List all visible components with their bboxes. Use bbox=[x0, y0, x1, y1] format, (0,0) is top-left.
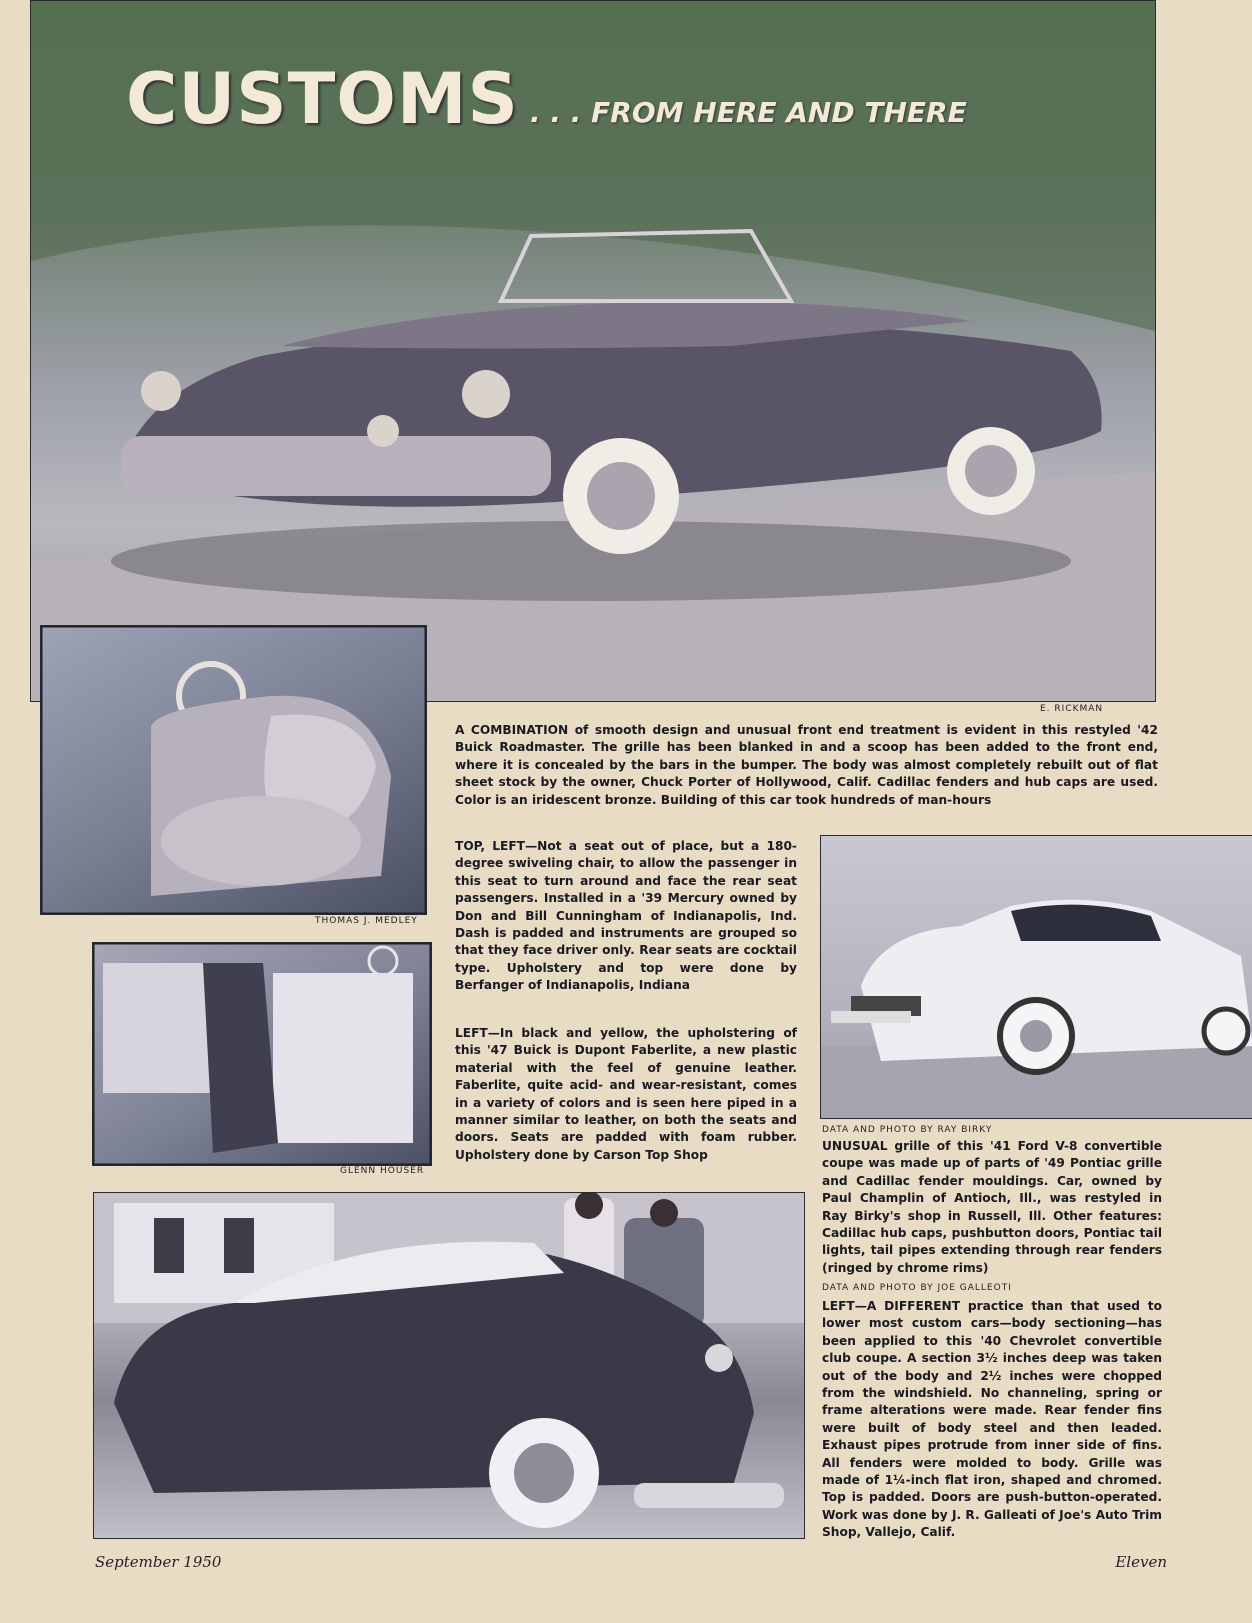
interior-top-photo-credit: THOMAS J. MEDLEY bbox=[315, 916, 418, 926]
mercury-caption-body: Not a seat out of place, but a 180-degree swiveling chair, to allow the passenger in this seat to turn around and face the rear seat passengers. Installed in a '39 Mercury owned by Don and Bill Cunningham of Indianapolis, Ind. Dash is padded and instruments are grouped so that they face driver only. Rear seats are cocktail type. Upholstery and top were done by Berfanger of Indianapolis, Indiana bbox=[455, 839, 797, 993]
buick-caption bbox=[455, 722, 1158, 809]
buick-caption-lead: A COMBINATION bbox=[455, 723, 569, 737]
footer-date: September 1950 bbox=[95, 1553, 222, 1571]
upholstery-illustration bbox=[93, 943, 431, 1165]
buick47-caption-lead: LEFT— bbox=[455, 1026, 500, 1040]
chevrolet-photo-credit: DATA AND PHOTO BY JOE GALLEOTI bbox=[822, 1283, 1012, 1293]
hero-photo-credit: E. RICKMAN bbox=[1040, 704, 1104, 714]
page-title: CUSTOMS bbox=[126, 58, 519, 140]
buick47-caption-body: In black and yellow, the upholstering of this '47 Buick is Dupont Faberlite, a new plastic material with the feel of genuine leather. Faberlite, quite acid- and wear-resistant, comes in a variety of colors and is seen here piped in a manner similar to leather, on both the seats and doors. Seats are padded with foam rubber. Upholstery done by Carson Top Shop bbox=[455, 1026, 797, 1162]
mercury-caption-lead: TOP, LEFT— bbox=[455, 839, 538, 853]
footer-page-number: Eleven bbox=[1115, 1553, 1167, 1571]
interior-left-photo bbox=[92, 942, 432, 1166]
swivel-seat-illustration bbox=[41, 626, 426, 914]
ford-photo bbox=[820, 835, 1252, 1119]
chevrolet-car-illustration bbox=[94, 1193, 804, 1538]
ford-caption bbox=[822, 1138, 1162, 1277]
buick47-caption bbox=[455, 1025, 797, 1164]
page-subtitle: . . . FROM HERE AND THERE bbox=[530, 96, 967, 129]
ford-caption-lead: UNUSUAL bbox=[822, 1139, 888, 1153]
ford-car-illustration bbox=[821, 836, 1252, 1118]
interior-top-photo bbox=[40, 625, 427, 915]
chevrolet-photo bbox=[93, 1192, 805, 1539]
interior-left-photo-credit: GLENN HOUSER bbox=[340, 1166, 425, 1176]
buick-caption-body: of smooth design and unusual front end treatment is evident in this restyled '42 Buick Roadmaster. The grille has been blanked in and a scoop has been added to the front end, where it is concealed by the bars in the bumper. The body was almost completely rebuilt out of flat sheet stock by the owner, Chuck Porter of Hollywood, Calif. Cadillac fenders and hub caps are used. Color is an iridescent bronze. Building of this car took hundreds of man-hours bbox=[455, 723, 1158, 807]
mercury-caption bbox=[455, 838, 797, 995]
chevy-caption-lead: LEFT—A DIFFERENT bbox=[822, 1299, 961, 1313]
chevy-caption bbox=[822, 1298, 1162, 1542]
chevy-caption-body: practice than that used to lower most custom cars—body sectioning—has been applied to this '40 Chevrolet convertible club coupe. A section 3½ inches deep was taken out of the body and 2½ inches were chopped from the windshield. No channeling, spring or frame alterations were made. Rear fender fins were built of body steel and then leaded. Exhaust pipes protrude from inner side of fins. All fenders were molded to body. Grille was made of 1¼-inch flat iron, shaped and chromed. Top is padded. Doors are push-button-operated. Work was done by J. R. Galleati of Joe's Auto Trim Shop, Vallejo, Calif. bbox=[822, 1299, 1162, 1540]
ford-photo-credit: DATA AND PHOTO BY RAY BIRKY bbox=[822, 1125, 993, 1135]
ford-caption-body: grille of this '41 Ford V-8 convertible coupe was made up of parts of '49 Pontiac grille and Cadillac fender mouldings. Car, owned by Paul Champlin of Antioch, Ill., was restyled in Ray Birky's shop in Russell, Ill. Other features: Cadillac hub caps, pushbutton doors, Pontiac tail lights, tail pipes extending through rear fenders (ringed by chrome rims) bbox=[822, 1139, 1162, 1275]
